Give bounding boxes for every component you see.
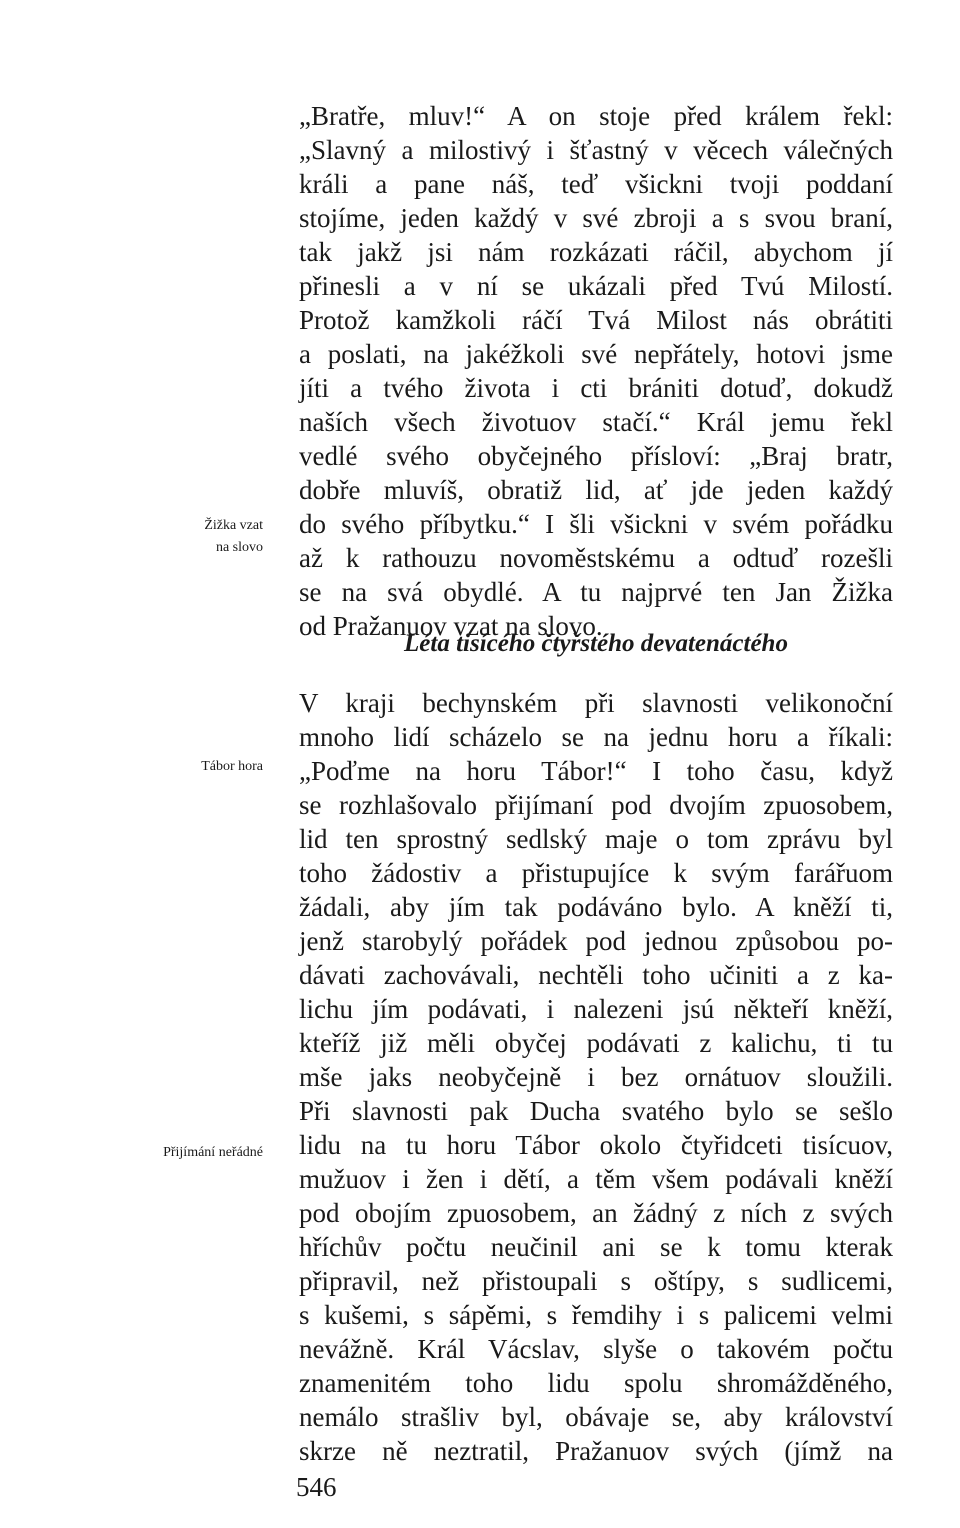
text-line: skrze ně neztratil, Pražanuov svých (jímž na [299,1436,893,1466]
text-line: nemálo strašliv byl, obávaje se, aby království [299,1402,893,1432]
text-line: mnoho lidí scházelo se na jednu horu a říkali: [299,722,893,752]
text-line: nevážně. Král Vácslav, slyše o takovém počtu [299,1334,893,1364]
text-line: V kraji bechynském při slavnosti velikonoční [299,688,893,718]
text-line: hříchův počtu neučinil ani se k tomu kterak [299,1232,893,1262]
text-line: kteříž již měli obyčej podávati z kalichu, ti tu [299,1028,893,1058]
text-line: „Poďme na horu Tábor!“ I toho času, když [299,756,893,786]
text-line: Protož kamžkoli ráčí Tvá Milost nás obrátiti [299,305,893,335]
text-line: se na svá obydlé. A tu najprvé ten Jan Žižka [299,577,893,607]
text-line: lichu jím podávati, i nalezeni jsú někteří kněží, [299,994,893,1024]
margin-note-line: na slovo [215,540,263,555]
text-line: znamenitém toho lidu spolu shromážděného, [299,1368,893,1398]
text-line: lidu na tu horu Tábor okolo čtyřidceti tisícuov, [299,1130,893,1160]
text-line: naších všech životuov stačí.“ Král jemu řekl [299,407,893,437]
text-line: dávati zachovávali, nechtěli toho učiniti a z ka- [299,960,893,990]
text-line: dobře mluvíš, obratiž lid, ať jde jeden každý [299,475,893,505]
section-heading: Léta tisícého čtyřstého devatenáctého [404,630,788,657]
paragraph-section [299,686,893,1468]
text-line: králi a pane náš, teď všickni tvoji poddaní [299,169,893,199]
margin-note-tabor: Tábor hora [201,759,263,774]
page-number: 546 [296,1472,337,1502]
text-line: lid ten sprostný sedlský maje o tom zprávu byl [299,824,893,854]
text-line: přinesli a v ní se ukázali před Tvú Milostí. [299,271,893,301]
margin-note-prijimani: Přijímání neřádné [163,1145,263,1160]
text-line: pod obojím zpuosobem, an žádný z ních z svých [299,1198,893,1228]
margin-note-zizka [103,515,263,559]
text-line: mužuov i žen i dětí, a těm všem podávali kněží [299,1164,893,1194]
text-line: se rozhlašovalo přijímaní pod dvojím zpuosobem, [299,790,893,820]
text-line: mše jaks neobyčejně i bez ornátuov sloužili. [299,1062,893,1092]
text-line: Při slavnosti pak Ducha svatého bylo se sešlo [299,1096,893,1126]
paragraph-continued [299,99,893,643]
text-line: s kušemi, s sápěmi, s řemdihy i s palicemi velmi [299,1300,893,1330]
text-line: jenž starobylý pořádek pod jednou způsobou po- [299,926,893,956]
text-line: „Slavný a milostivý i šťastný v věcech válečných [299,135,893,165]
text-line: vedlé svého obyčejného přísloví: „Braj bratr, [299,441,893,471]
text-line: toho žádostiv a přistupujíce k svým farářuom [299,858,893,888]
margin-note-line: Žižka vzat [204,518,263,533]
text-line: tak jakž jsi nám rozkázati ráčil, abychom jí [299,237,893,267]
text-line: žádali, aby jím tak podáváno bylo. A kněží ti, [299,892,893,922]
text-line: připravil, než přistoupali s oštípy, s sudlicemi, [299,1266,893,1296]
text-line: jíti a tvého života i cti brániti dotuď, dokudž [299,373,893,403]
text-line: stojíme, jeden každý v své zbroji a s svou braní, [299,203,893,233]
text-line: „Bratře, mluv!“ A on stoje před králem řekl: [299,101,893,131]
text-line: až k rathouzu novoměstskému a odtuď rozešli [299,543,893,573]
text-line: a poslati, na jakéžkoli své nepřátely, hotovi jsme [299,339,893,369]
text-line: od Pražanuov vzat na slovo. [299,611,603,641]
text-line: do svého příbytku.“ I šli všickni v svém pořádku [299,509,893,539]
